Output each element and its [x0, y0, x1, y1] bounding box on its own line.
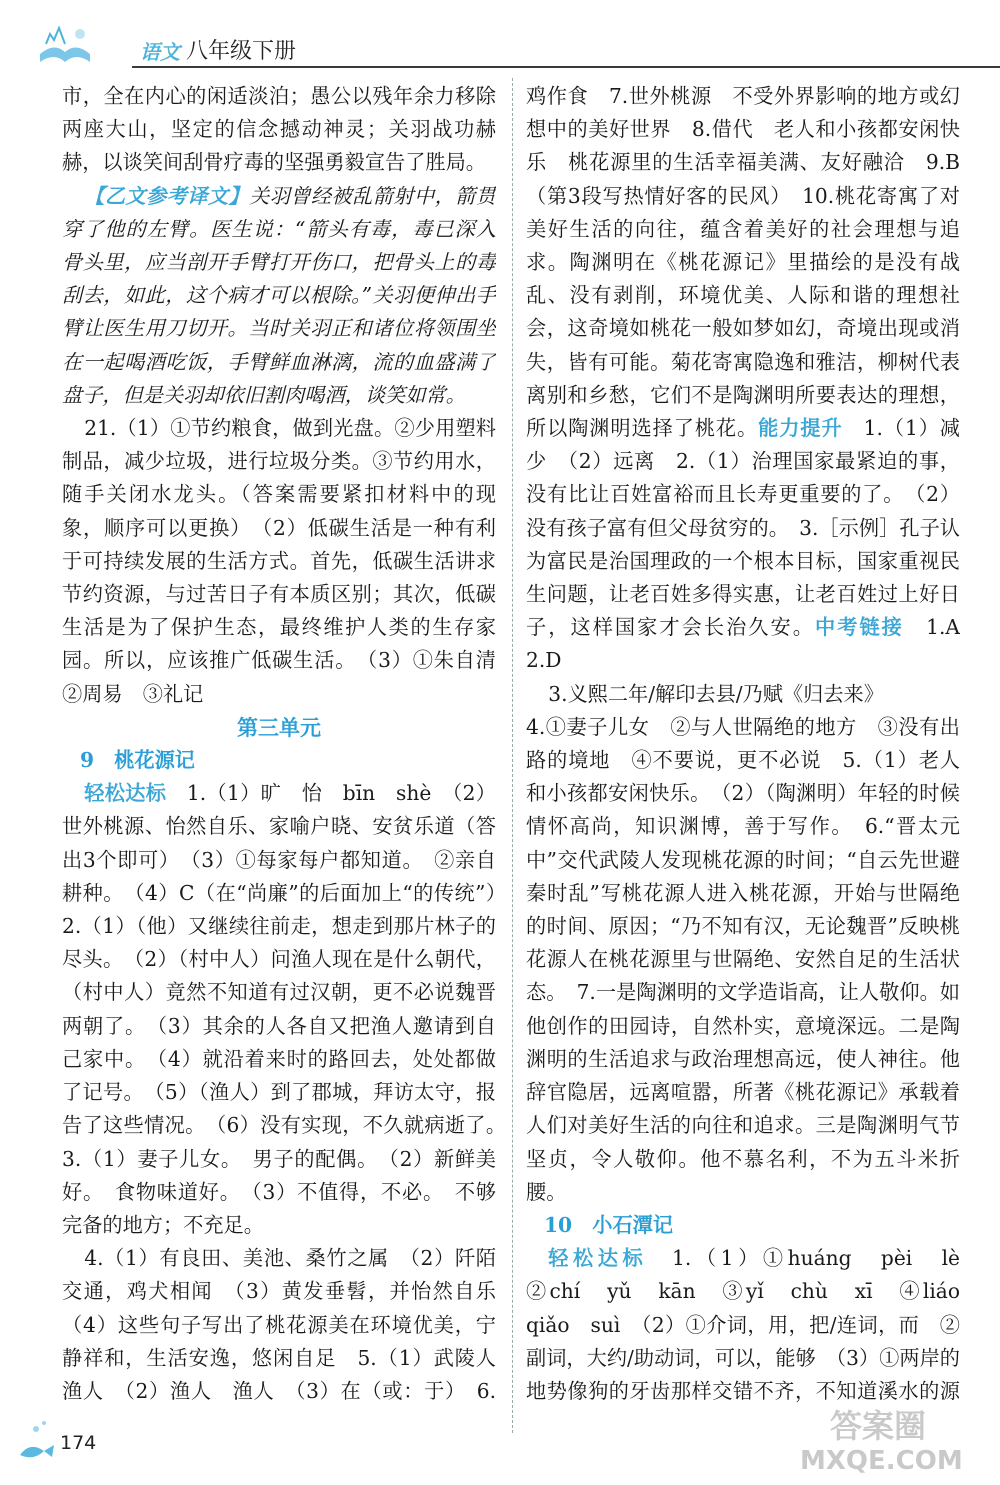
- right_column-paragraph-3: [526, 1209, 960, 1242]
- left_column-paragraph-4: [62, 744, 496, 777]
- left_column-paragraph-0: [62, 80, 496, 180]
- section-tag: 中考链接: [814, 615, 904, 640]
- paragraph-text: 1.（1）旷 怡 bīn shè （2）世外桃源、怡然自乐、家喻户晓、安贫乐道（答出3个即可） （3）①每家每户都知道。 ②亲自耕种。 （4）C（在“尚廉”的后面加上“的传统”） 2.（1）（他）又继续往前走，想走到那片林子的尽头。 （2）（村中人）问渔人现在是什么朝代，（村中人）竟然不知道有过汉朝，更不必说魏晋两朝了。 （3）其余的人各自又把渔人邀请到自己家中。 （4）就沿着来时的路回去，处处都做了记号。 （5）（渔人）到了郡城，拜访太守，报告了这些情况。 （6）没有实现，不久就病逝了。 3.（1）妻子儿女。 男子的配偶。 （2）新鲜美好。 食物味道好。 （3）不值得，不必。 不够完备的地方；不充足。: [62, 781, 496, 1237]
- left_column-paragraph-6: [62, 1242, 496, 1405]
- section-tag: 【乙文参考译文】: [84, 183, 250, 208]
- page-number: 174: [60, 1432, 97, 1454]
- grade-label: 八年级下册: [186, 39, 297, 64]
- page-header: [36, 18, 976, 78]
- left_column-paragraph-3: [62, 711, 496, 744]
- paragraph-text: 1.（1）①huáng pèi lè ②chí yǔ kān ③yǐ chù xī ④liáo qiǎo suì （2）①介词，用，把/连词，而 ②副词，大约/助动词，可以，能够 （3）①两岸的地势像狗的牙齿那样交错不齐，不知道溪水的源: [526, 1246, 960, 1403]
- section-tag: 能力提升: [758, 416, 843, 441]
- fish-decoration-icon: [14, 1415, 64, 1471]
- section-tag: 轻松达标: [84, 781, 167, 806]
- paragraph-text: 10 小石潭记: [544, 1212, 674, 1237]
- paragraph-text: 市，全在内心的闲适淡泊；愚公以残年余力移除两座大山，坚定的信念撼动神灵；关羽战功赫赫，以谈笑间刮骨疗毒的坚强勇毅宣告了胜局。: [62, 84, 496, 175]
- paragraph-text: 4.①妻子儿女 ②与人世隔绝的地方 ③没有出路的境地 ④不要说，更不必说 5.（1）老人和小孩都安闲快乐。 （2）（陶渊明）年轻的时候情怀高尚，知识渊博，善于写作。 6.“晋太元中”交代武陵人发现桃花源的时间；“自云先世避秦时乱”写桃花源人进入桃花源，开始与世隔绝的时间、原因；“乃不知有汉，无论魏晋”反映桃花源人在桃花源里与世隔绝、安然自足的生活状态。 7.一是陶渊明的文学造诣高，让人敬仰。如他创作的田园诗，自然朴实，意境深远。二是陶渊明的生活追求与政治理想高远，使人神往。他辞官隐居，远离喧嚣，所著《桃花源记》承载着人们对美好生活的向往和追求。三是陶渊明气节坚贞，令人敬仰。他不慕名利，不为五斗米折腰。: [526, 714, 960, 1204]
- right_column-paragraph-2: [526, 711, 960, 1209]
- header-rule: [132, 66, 1000, 68]
- paragraph-text: 关羽曾经被乱箭射中，箭贯穿了他的左臂。医生说：“箭头有毒，毒已深入骨头里，应当剖开手臂打开伤口，把骨头上的毒刮去，如此，这个病才可以根除。”关羽便伸出手臂让医生用刀切开。当时关羽正和诸位将领围坐在一起喝酒吃饭，手臂鲜血淋漓，流的血盛满了盘子，但是关羽却依旧割肉喝酒，谈笑如常。: [62, 183, 496, 407]
- left_column-paragraph-5: [62, 777, 496, 1242]
- paragraph-text: 鸡作食 7.世外桃源 不受外界影响的地方或幻想中的美好世界 8.借代 老人和小孩都安闲快乐 桃花源里的生活幸福美满、友好融洽 9.B（第3段写热情好客的民风） 10.桃花寄寓了对美好生活的向往，蕴含着美好的社会理想与追求。陶渊明在《桃花源记》里描绘的是没有战乱、没有剥削，环境优美、人际和谐的理想社会，这奇境如桃花一般如梦如幻，奇境出现或消失，皆有可能。菊花寄寓隐逸和雅洁，柳树代表离别和乡愁，它们不是陶渊明所要表达的理想，所以陶渊明选择了桃花。: [526, 84, 960, 441]
- paragraph-text: 1.A 2.D: [526, 615, 960, 673]
- right_column-paragraph-4: [526, 1242, 960, 1405]
- watermark-line1: 答案圈: [830, 1407, 927, 1445]
- paragraph-text: 4.（1）有良田、美池、桑竹之属 （2）阡陌交通，鸡犬相闻 （3）黄发垂髫，并怡然自乐 （4）这些句子写出了桃花源美在环境优美，宁静祥和，生活安逸，悠闲自足 5.（1）武陵人 渔人 （2）渔人 渔人 （3）在（或：于） 6.: [62, 1246, 496, 1403]
- paragraph-text: 1.（1）减少 （2）远离 2.（1）治理国家最紧迫的事，没有比让百姓富裕而且长寿更重要的了。 （2）没有孩子富有但父母贫穷的。 3.［示例］孔子认为富民是治国理政的一个根本目标，国家重视民生问题，让老百姓多得实惠，让老百姓过上好日子，这样国家才会长治久安。: [526, 416, 960, 640]
- right_column-paragraph-1: [526, 678, 960, 711]
- paragraph-text: 第三单元: [237, 714, 321, 740]
- section-tag: 轻松达标: [548, 1246, 648, 1271]
- right_column-paragraph-0: [526, 80, 960, 678]
- right-column: [526, 80, 960, 1405]
- watermark-logo: [790, 1397, 980, 1477]
- open-book-icon: [36, 20, 94, 70]
- paragraph-text: 9 桃花源记: [80, 748, 195, 773]
- left_column-paragraph-1: [62, 180, 496, 412]
- left-column: [62, 80, 496, 1405]
- paragraph-text: 3.义熙二年/解印去县/乃赋《归去来》: [548, 681, 884, 706]
- subject-label: 语文: [140, 40, 180, 64]
- left_column-paragraph-2: [62, 412, 496, 711]
- paragraph-text: 21.（1）①节约粮食，做到光盘。②少用塑料制品，减少垃圾，进行垃圾分类。③节约用水，随手关闭水龙头。（答案需要紧扣材料中的现象，顺序可以更换） （2）低碳生活是一种有利于可持续发展的生活方式。首先，低碳生活讲求节约资源，与过苦日子有本质区别；其次，低碳生活是为了保护生态，最终维护人类的生存家园。所以，应该推广低碳生活。 （3）①朱自清 ②周易 ③礼记: [62, 416, 496, 706]
- watermark-line2: MXQE.COM: [800, 1446, 963, 1476]
- column-divider: [512, 78, 514, 1433]
